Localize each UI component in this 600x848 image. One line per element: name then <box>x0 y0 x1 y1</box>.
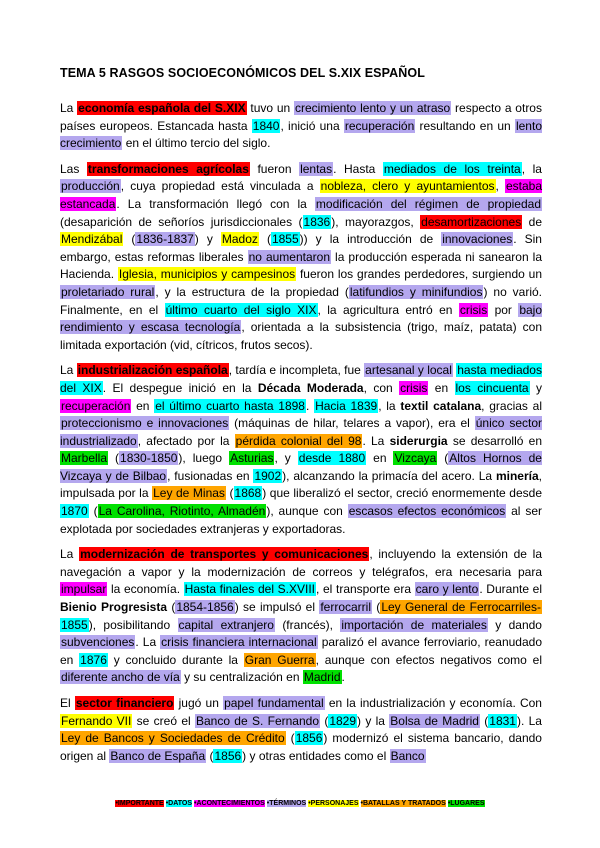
legend-item-terminos: •TÉRMINOS <box>266 800 307 807</box>
highlight-acontecimientos: crisis <box>459 302 488 317</box>
text-run: ) no varió. Finalmente, en el <box>60 284 543 317</box>
highlight-terminos: innovaciones <box>442 232 513 247</box>
highlight-terminos: bajo rendimiento y escasa tecnología <box>60 302 542 335</box>
color-legend <box>0 800 600 807</box>
highlight-terminos: único sector industrializado <box>60 416 542 448</box>
highlight-batallas: Gran Guerra <box>244 652 315 667</box>
text-run: , cuya propiedad está vinculada a <box>120 179 320 194</box>
text-run: La <box>60 101 78 115</box>
highlight-terminos: recuperación <box>344 118 415 133</box>
highlight-personajes: Iglesia, municipios y campesinos <box>118 267 296 282</box>
highlight-terminos: caro y lento <box>415 582 479 597</box>
text-run: La <box>60 363 77 378</box>
text-run: , y la estructura de la propiedad ( <box>155 284 349 299</box>
paragraph <box>60 695 542 765</box>
highlight-terminos: Banco de España <box>110 748 206 763</box>
text-run: ( <box>437 451 449 466</box>
text-run: , la <box>378 398 401 413</box>
highlight-terminos: latifundios y minifundios <box>349 284 483 299</box>
highlight-datos: el último cuarto hasta 1898 <box>155 398 305 413</box>
highlight-datos: Hasta finales del S.XVIII <box>184 582 316 597</box>
highlight-terminos: papel fundamental <box>224 696 324 710</box>
text-run: ) y la <box>357 713 390 728</box>
text-run: . <box>305 398 315 413</box>
highlight-terminos: Altos Hornos de Vizcaya y de Bilbao <box>60 451 542 483</box>
highlight-terminos: artesanal y local <box>365 363 452 378</box>
highlight-acontecimientos: recuperación <box>61 398 131 413</box>
highlight-batallas: pérdida colonial del 98 <box>235 433 362 448</box>
highlight-datos: 1840 <box>252 118 280 133</box>
highlight-lugares: Vizcaya <box>394 451 437 466</box>
legend-item-datos: •DATOS <box>165 800 193 807</box>
text-run: fueron <box>249 161 300 176</box>
text-run: en <box>366 451 394 466</box>
highlight-datos: los cincuenta <box>455 380 529 395</box>
highlight-terminos: Banco de S. Fernando <box>195 713 319 728</box>
text-run: y su centralización en <box>180 670 303 685</box>
highlight-batallas: Ley de Bancos y Sociedades de Crédito <box>61 731 285 746</box>
highlight-terminos: crecimiento lento y un atraso <box>294 101 451 115</box>
document-page <box>60 66 542 773</box>
text-run: . La <box>135 635 161 650</box>
text-run: , afectado por la <box>137 433 235 448</box>
text-run: respecto a otros países europeos. Estancada hasta <box>60 101 542 133</box>
text-run: ) que liberalizó el sector, creció enormemente desde <box>262 486 542 501</box>
text-run: ) modernizó el sistema bancario, dando origen al <box>60 731 542 763</box>
highlight-personajes: nobleza, clero y ayuntamientos <box>320 179 495 194</box>
paragraph <box>60 161 542 355</box>
text-run: , el transporte era <box>316 582 415 597</box>
text-run: , y <box>274 451 298 466</box>
text-run: ( <box>108 451 120 466</box>
text-run: ), luego <box>178 451 230 466</box>
highlight-terminos: subvenciones <box>61 635 135 650</box>
text-run: . Sin embargo, estas reformas liberales <box>60 232 542 264</box>
legend-item-lugares: •LUGARES <box>447 800 485 807</box>
text-run: , tardía e incompleta, fue <box>228 363 365 378</box>
highlight-datos: 1829 <box>329 713 357 728</box>
highlight-datos: 1876 <box>80 652 107 667</box>
text-run: ( <box>479 713 489 728</box>
highlight-datos: 1831 <box>489 713 516 728</box>
text-run: y dando <box>487 617 542 632</box>
highlight-batallas: Ley General de Ferrocarriles- <box>381 600 541 615</box>
text-run: en el último tercio del siglo. <box>122 136 271 151</box>
legend-item-acontecimientos: •ACONTECIMIENTOS <box>194 800 265 807</box>
highlight-terminos: lentas <box>300 161 333 176</box>
highlight-terminos: proteccionismo e innovaciones <box>61 416 229 431</box>
highlight-terminos: Banco <box>390 748 425 763</box>
text-run: , inició una <box>280 118 344 133</box>
text-run: fueron los grandes perdedores, surgiendo un <box>296 267 542 282</box>
highlight-terminos: ferrocarril <box>320 600 371 615</box>
text-run: ) y <box>194 232 221 247</box>
text-run: , orientada a la subsistencia (trigo, maíz, patata) con limitada exportación (vid, cítricos, frutos secos). <box>60 320 542 352</box>
text-run: al ser explotada por sociedades extranjeras y exportadoras. <box>60 504 542 536</box>
text-run: ), alcanzando la primacía del acero. La <box>282 468 496 483</box>
highlight-datos: Hacia 1839 <box>315 398 378 413</box>
text-run: ), posibilitando <box>88 617 178 632</box>
highlight-acontecimientos: estaba estancada <box>60 179 543 211</box>
highlight-importante: modernización de transportes y comunicaciones <box>80 547 369 562</box>
highlight-importante: economía española del S.XIX <box>78 101 246 115</box>
text-run: y <box>529 380 543 395</box>
text-run: ( <box>320 713 329 728</box>
highlight-lugares: La Carolina, Riotinto, Almadén <box>98 504 266 519</box>
highlight-terminos: no aumentaron <box>248 249 330 264</box>
text-run: , la agricultura entró en <box>317 302 459 317</box>
document-body <box>60 100 542 765</box>
highlight-importante: transformaciones agrícolas <box>87 161 249 176</box>
highlight-datos: 1902 <box>254 468 282 483</box>
highlight-personajes: Fernando VII <box>61 713 132 728</box>
text-run: Bienio Progresista <box>60 600 168 615</box>
text-run: , incluyendo la extensión de la navegación a vapor y la modernización de correos y telégrafos, era necesaria para <box>60 547 542 579</box>
text-run: ( <box>123 232 136 247</box>
paragraph <box>60 362 542 538</box>
legend-item-personajes: •PERSONAJES <box>308 800 359 807</box>
text-run: la producción esperada ni sanearon la Hacienda. <box>60 249 543 282</box>
highlight-acontecimientos: crisis <box>400 380 428 395</box>
text-run: , aunque con efectos negativos como el <box>315 652 542 667</box>
highlight-terminos: 1836-1837 <box>136 232 194 247</box>
highlight-terminos: modificación del régimen de propiedad <box>315 196 541 211</box>
text-run: en <box>131 398 155 413</box>
text-run: (máquinas de hilar, telares a vapor), era el <box>229 416 475 431</box>
text-run: jugó un <box>174 696 224 710</box>
highlight-datos: último cuarto del siglo XIX <box>165 302 317 317</box>
text-run: ) y otras entidades como el <box>242 748 390 763</box>
highlight-datos: 1868 <box>234 486 262 501</box>
text-run: (francés), <box>274 617 341 632</box>
highlight-datos: 1856 <box>295 731 323 746</box>
highlight-terminos: 1854-1856 <box>176 600 234 615</box>
highlight-terminos: capital extranjero <box>178 617 274 632</box>
highlight-personajes: Mendizábal <box>61 232 123 247</box>
highlight-lugares: Asturias <box>230 451 274 466</box>
highlight-personajes: Madoz <box>221 232 258 247</box>
text-run: de <box>522 214 542 229</box>
highlight-lugares: Marbella <box>61 451 108 466</box>
highlight-terminos: importación de materiales <box>341 617 487 632</box>
highlight-datos: 1855 <box>271 232 299 247</box>
highlight-datos: mediados de los treinta <box>383 161 521 176</box>
text-run: , la <box>521 161 542 176</box>
highlight-lugares: Madrid <box>303 670 341 685</box>
text-run: la economía. <box>107 582 184 597</box>
text-run: . Durante el <box>479 582 542 597</box>
text-run: )) y la introducción de <box>299 232 442 247</box>
document-title: TEMA 5 RASGOS SOCIOECONÓMICOS DEL S.XIX ESPAÑOL <box>60 66 425 80</box>
highlight-acontecimientos: impulsar <box>61 582 107 597</box>
text-run: ( <box>206 748 214 763</box>
text-run: . La transformación llegó con la <box>116 196 315 211</box>
text-run: por <box>488 302 519 317</box>
text-run: textil catalana <box>400 398 482 413</box>
text-run: ( <box>225 486 234 501</box>
highlight-terminos: crisis financiera internacional <box>161 635 317 650</box>
highlight-datos: 1836 <box>303 214 331 229</box>
text-run: . <box>341 670 345 685</box>
highlight-terminos: producción <box>61 179 120 194</box>
text-run: ), aunque con <box>266 504 348 519</box>
highlight-terminos: lento crecimiento <box>60 118 542 151</box>
text-run: ). La <box>516 713 542 728</box>
highlight-importante: industrialización española <box>77 363 228 378</box>
highlight-batallas: Ley de Minas <box>153 486 225 501</box>
text-run: siderurgia <box>389 433 448 448</box>
text-run: y concluido durante la <box>107 652 244 667</box>
text-run: tuvo un <box>246 101 294 115</box>
text-run: en <box>428 380 455 395</box>
text-run: ) se impulsó el <box>234 600 320 615</box>
text-run: en la industrialización y economía. Con <box>324 696 542 710</box>
highlight-terminos: 1830-1850 <box>120 451 178 466</box>
text-run: , con <box>363 380 400 395</box>
text-run: Década Moderada <box>257 380 364 395</box>
highlight-terminos: escasos efectos económicos <box>348 504 506 519</box>
text-run: El <box>60 696 75 710</box>
text-run: . Hasta <box>333 161 383 176</box>
highlight-datos: 1856 <box>214 748 242 763</box>
text-run: se creó el <box>132 713 195 728</box>
highlight-terminos: Bolsa de Madrid <box>390 713 479 728</box>
highlight-datos: desde 1880 <box>298 451 366 466</box>
text-run: ), mayorazgos, <box>331 214 421 229</box>
highlight-terminos: proletariado rural <box>61 284 155 299</box>
legend-item-batallas: •BATALLAS Y TRATADOS <box>360 800 446 807</box>
text-run: minería <box>495 468 539 483</box>
text-run: ( <box>167 600 176 615</box>
highlight-datos: 1870 <box>61 504 88 519</box>
highlight-terminos: diferente ancho de vía <box>61 670 180 685</box>
text-run: . El despegue inició en la <box>102 380 258 395</box>
text-run: , <box>495 179 505 194</box>
text-run: ( <box>285 731 295 746</box>
highlight-importante: desamortizaciones <box>421 214 522 229</box>
legend-item-importante: •IMPORTANTE <box>115 800 164 807</box>
text-run: ( <box>88 504 98 519</box>
highlight-datos: hasta mediados del XIX <box>60 363 542 395</box>
text-run: ( <box>258 232 271 247</box>
text-run: La <box>60 547 80 562</box>
highlight-importante: sector financiero <box>75 696 174 710</box>
paragraph <box>60 100 542 153</box>
text-run: resultando en un <box>415 118 515 133</box>
text-run: . La <box>362 433 390 448</box>
highlight-datos: 1855 <box>61 617 88 632</box>
text-run: (desaparición de señoríos jurisdiccionales ( <box>60 214 303 229</box>
text-run: se desarrolló en <box>447 433 542 448</box>
paragraph <box>60 546 542 687</box>
text-run: , impulsada por la <box>60 468 542 501</box>
text-run: Las <box>60 161 87 176</box>
text-run: , fusionadas en <box>167 468 254 483</box>
text-run: paralizó el avance ferroviario, reanudado en <box>60 635 542 667</box>
text-run: ( <box>372 600 381 615</box>
text-run: , gracias al <box>481 398 543 413</box>
